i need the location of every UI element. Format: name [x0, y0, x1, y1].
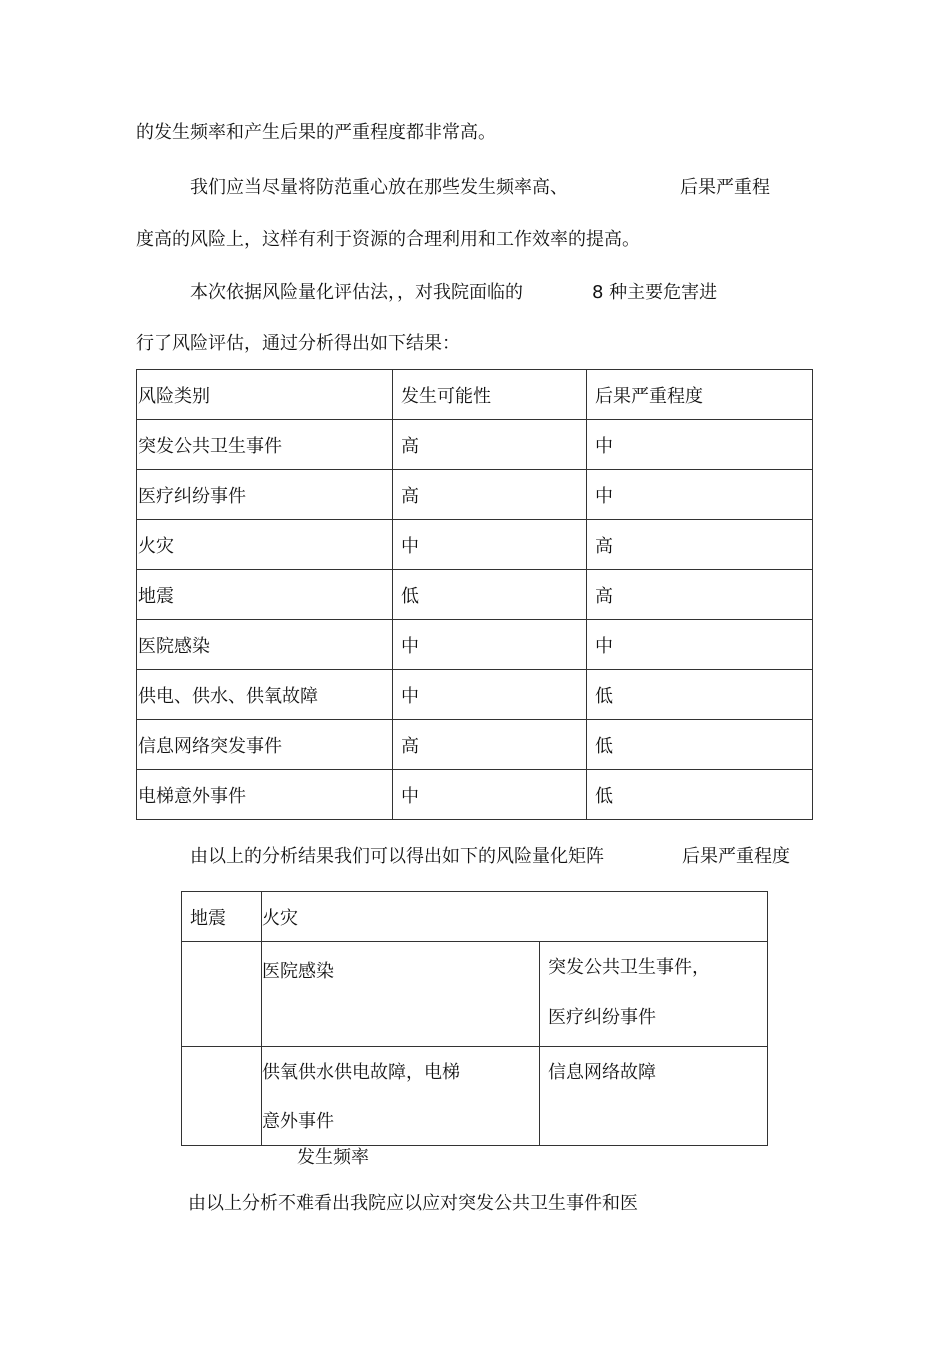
table-cell: 供电、供水、供氧故障 [137, 670, 393, 720]
paragraph-text: 我们应当尽量将防范重心放在那些发生频率高、 [190, 177, 568, 198]
table-header-cell: 风险类别 [137, 370, 393, 420]
matrix-axis-label-frequency: 发生频率 [297, 1147, 369, 1168]
table-cell: 医疗纠纷事件 [137, 470, 393, 520]
table-cell: 突发公共卫生事件 [137, 420, 393, 470]
table-cell: 中 [587, 420, 813, 470]
matrix-cell-text: 信息网络故障 [548, 1062, 656, 1083]
table-row [137, 620, 813, 670]
table-cell: 电梯意外事件 [137, 770, 393, 820]
paragraph-text: 度高的风险上，这样有利于资源的合理利用和工作效率的提高。 [136, 229, 640, 250]
paragraph-text: 8 种主要危害进 [592, 282, 718, 303]
table-cell: 高 [393, 470, 587, 520]
matrix-cell-empty [182, 1047, 262, 1146]
matrix-cell [262, 1047, 540, 1146]
matrix-cell [540, 1047, 768, 1146]
table-cell: 医院感染 [137, 620, 393, 670]
matrix-row [182, 892, 768, 942]
table-cell: 高 [587, 520, 813, 570]
table-header-row [137, 370, 813, 420]
table-cell: 地震 [137, 570, 393, 620]
table-cell: 低 [587, 670, 813, 720]
matrix-row [182, 942, 768, 1047]
paragraph-text: 由以上的分析结果我们可以得出如下的风险量化矩阵 [190, 846, 604, 867]
matrix-cell-text: 供氧供水供电故障，电梯 [262, 1062, 460, 1083]
table-cell: 高 [393, 420, 587, 470]
table-cell: 中 [393, 520, 587, 570]
table-cell: 高 [393, 720, 587, 770]
matrix-axis-label-severity: 后果严重程度 [682, 846, 790, 867]
risk-assessment-table [136, 369, 813, 820]
table-header-cell: 发生可能性 [393, 370, 587, 420]
table-row [137, 520, 813, 570]
table-row [137, 470, 813, 520]
matrix-cell [540, 942, 768, 1047]
risk-matrix-table [181, 891, 768, 1146]
matrix-cell-empty [182, 942, 262, 1047]
table-row [137, 420, 813, 470]
table-cell: 低 [587, 770, 813, 820]
matrix-cell-text: 突发公共卫生事件， [548, 957, 710, 978]
paragraph-text: 由以上分析不难看出我院应以应对突发公共卫生事件和医 [188, 1193, 638, 1214]
matrix-cell: 火灾 [262, 892, 768, 942]
table-header-cell: 后果严重程度 [587, 370, 813, 420]
table-row [137, 770, 813, 820]
matrix-cell [262, 942, 540, 1047]
table-cell: 中 [587, 620, 813, 670]
table-cell: 信息网络突发事件 [137, 720, 393, 770]
table-row [137, 570, 813, 620]
matrix-cell-text: 意外事件 [262, 1111, 334, 1132]
paragraph-text: 后果严重程 [680, 177, 770, 198]
paragraph-text: 本次依据风险量化评估法，，对我院面临的 [190, 282, 523, 303]
paragraph-text: 的发生频率和产生后果的严重程度都非常高。 [136, 122, 496, 143]
table-cell: 中 [393, 670, 587, 720]
table-cell: 低 [393, 570, 587, 620]
table-cell: 高 [587, 570, 813, 620]
table-cell: 低 [587, 720, 813, 770]
table-cell: 中 [393, 620, 587, 670]
table-cell: 火灾 [137, 520, 393, 570]
table-row [137, 670, 813, 720]
table-cell: 中 [393, 770, 587, 820]
table-row [137, 720, 813, 770]
paragraph-text: 行了风险评估，通过分析得出如下结果： [136, 333, 460, 354]
matrix-cell-text: 医疗纠纷事件 [548, 1007, 656, 1028]
matrix-cell: 地震 [182, 892, 262, 942]
matrix-cell-text: 医院感染 [262, 961, 334, 982]
table-cell: 中 [587, 470, 813, 520]
matrix-row [182, 1047, 768, 1146]
